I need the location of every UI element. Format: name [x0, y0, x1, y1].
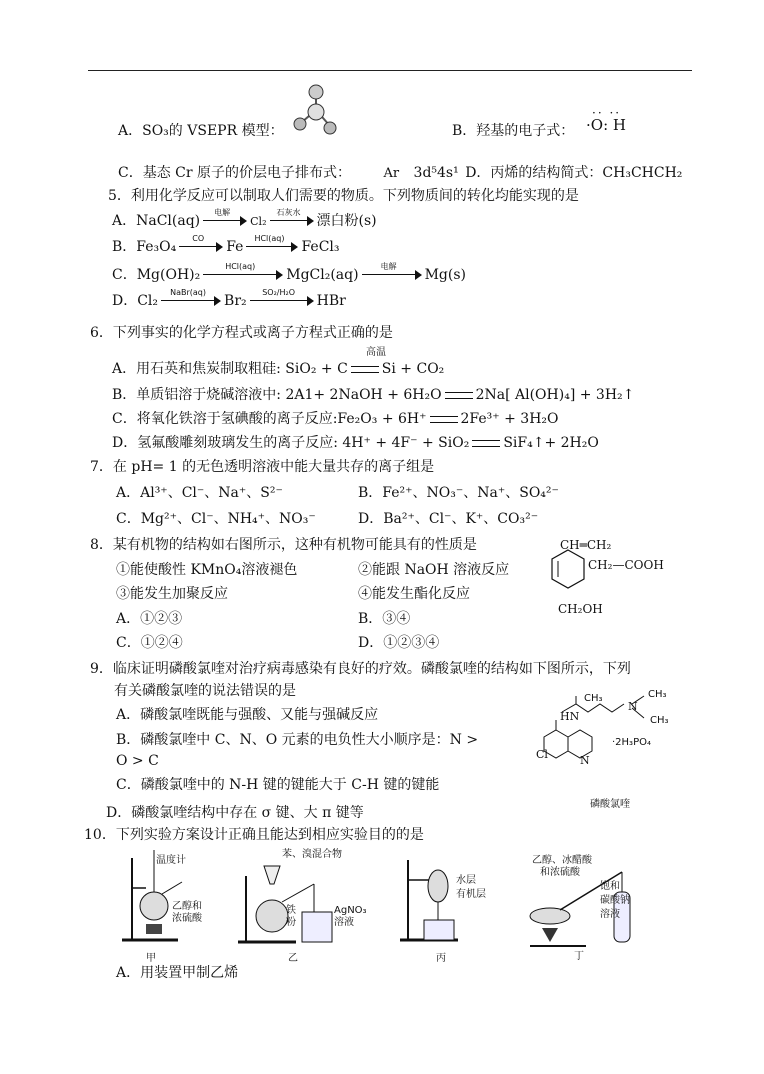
- q8-option-c: C．①②④: [116, 635, 183, 651]
- q9-stem-line1: 9．临床证明磷酸氯喹对治疗病毒感染有良好的疗效。磷酸氯喹的结构如下图所示，下列: [90, 661, 631, 677]
- yi-agno3-label: AgNO₃: [334, 905, 367, 916]
- jia-label: 甲: [146, 953, 156, 964]
- q6-condition: 高温: [366, 347, 386, 358]
- q6-stem: 6．下列事实的化学方程式或离子方程式正确的是: [90, 325, 393, 341]
- q9-fig-ch3-a: CH₃: [584, 693, 603, 704]
- q8-prop-3: ③能发生加聚反应: [116, 586, 228, 602]
- q4-option-d: D．丙烯的结构简式：CH₃CHCH₂: [465, 165, 683, 181]
- bing-organic-layer-label: 有机层: [456, 889, 486, 900]
- q10-stem: 10．下列实验方案设计正确且能达到相应实验目的的是: [84, 827, 424, 843]
- bing-water-layer-label: 水层: [456, 875, 476, 886]
- q8-fig-vinyl: CH═CH₂: [560, 538, 612, 552]
- q5-option-b: B．Fe₃O₄ CO Fe HCl(aq) FeCl₃: [112, 234, 340, 255]
- jia-thermometer-label: 温度计: [156, 855, 186, 866]
- jia-reagent-label: 乙醇和: [172, 901, 202, 912]
- q6-option-a: A．用石英和焦炭制取粗硅: SiO₂ + C Si + CO₂: [112, 361, 445, 377]
- q9-fig-ch3-c: CH₃: [650, 715, 669, 726]
- q9-option-c: C．磷酸氯喹中的 N-H 键的键能大于 C-H 键的键能: [116, 777, 440, 793]
- q7-stem: 7．在 pH= 1 的无色透明溶液中能大量共存的离子组是: [90, 459, 435, 475]
- ding-solution-label-3: 溶液: [600, 909, 620, 920]
- q7-option-b: B．Fe²⁺、NO₃⁻、Na⁺、SO₄²⁻: [358, 485, 559, 501]
- yi-iron-label: 铁: [286, 905, 296, 916]
- q5-stem: 5．利用化学反应可以制取人们需要的物质。下列物质间的转化均能实现的是: [108, 188, 579, 204]
- q9-fig-n-quinoline: N: [580, 754, 590, 767]
- q6-option-c: C．将氧化铁溶于氢碘酸的离子反应:Fe₂O₃ + 6H⁺ 2Fe³⁺ + 3H₂O: [112, 411, 559, 427]
- q4-b-dots: ·· ··: [592, 106, 622, 120]
- q6-option-d: D．氢氟酸雕刻玻璃发生的离子反应: 4H⁺ + 4F⁻ + SiO₂ SiF₄↑+ 2H₂O: [112, 435, 599, 451]
- q9-fig-cl: Cl: [536, 748, 548, 761]
- q8-option-d: D．①②③④: [358, 635, 440, 651]
- q9-option-b-line2: O > C: [116, 753, 159, 769]
- so3-vsepr-model-icon: [290, 82, 342, 138]
- bing-label: 丙: [436, 953, 446, 964]
- yi-label: 乙: [288, 953, 298, 964]
- q10-option-a: A．用装置甲制乙烯: [116, 965, 239, 981]
- header-rule: [88, 70, 692, 71]
- q4-option-c: C．基态 Cr 原子的价层电子排布式： Ar 3d⁵4s¹ D．丙烯的结构简式：CH₃CHCH₂: [118, 165, 683, 181]
- q8-prop-4: ④能发生酯化反应: [358, 586, 470, 602]
- q9-fig-n: N: [628, 700, 638, 713]
- q7-option-d: D．Ba²⁺、Cl⁻、K⁺、CO₃²⁻: [358, 511, 539, 527]
- q5-option-a: A．NaCl(aq) 电解 Cl₂ 石灰水 漂白粉(s): [112, 208, 377, 229]
- q9-fig-hn: HN: [560, 710, 580, 723]
- q4-b-electron-formula: ·O: H: [586, 116, 626, 134]
- q9-fig-ch3-b: CH₃: [648, 689, 667, 700]
- q4-c-config: 3d⁵4s¹: [413, 165, 459, 181]
- yi-reagent-label: 苯、溴混合物: [282, 849, 342, 860]
- q8-option-a: A．①②③: [116, 611, 183, 627]
- q9-stem-line2: 有关磷酸氯喹的说法错误的是: [114, 683, 296, 699]
- q8-fig-cooh: CH₂—COOH: [588, 558, 664, 572]
- q9-option-a: A．磷酸氯喹既能与强酸、又能与强碱反应: [116, 707, 379, 723]
- yi-agno3-label-2: 溶液: [334, 917, 354, 928]
- q6-option-b: B．单质铝溶于烧碱溶液中: 2A1+ 2NaOH + 6H₂O 2Na[ Al(OH)₄] + 3H₂↑: [112, 387, 635, 403]
- q9-caption: 磷酸氯喹: [590, 799, 630, 810]
- q4-option-a: A．SO₃的 VSEPR 模型：: [118, 123, 284, 139]
- ding-reagent-label: 乙醇、冰醋酸: [532, 855, 592, 866]
- ding-label: 丁: [574, 951, 584, 962]
- q7-option-a: A．Al³⁺、Cl⁻、Na⁺、S²⁻: [116, 485, 283, 501]
- q8-prop-2: ②能跟 NaOH 溶液反应: [358, 562, 510, 578]
- yi-iron-label-2: 粉: [286, 917, 296, 928]
- q5-option-d: D．Cl₂ NaBr(aq) Br₂ SO₂/H₂O HBr: [112, 288, 346, 309]
- q5-option-c: C．Mg(OH)₂ HCl(aq) MgCl₂(aq) 电解 Mg(s): [112, 262, 466, 283]
- q9-option-d: D．磷酸氯喹结构中存在 σ 键、大 π 键等: [106, 805, 364, 821]
- q8-option-b: B．③④: [358, 611, 411, 627]
- ding-solution-label-1: 饱和: [600, 881, 620, 892]
- ding-solution-label-2: 碳酸钠: [600, 895, 630, 906]
- q9-fig-salt: ·2H₃PO₄: [612, 737, 651, 748]
- jia-reagent-label-2: 浓硫酸: [172, 913, 202, 924]
- q7-option-c: C．Mg²⁺、Cl⁻、NH₄⁺、NO₃⁻: [116, 511, 316, 527]
- q8-fig-ch2oh: CH₂OH: [558, 602, 603, 616]
- q4-option-b: B．羟基的电子式：: [452, 123, 575, 139]
- q9-option-b-line1: B．磷酸氯喹中 C、N、O 元素的电负性大小顺序是：N >: [116, 732, 479, 748]
- q8-prop-1: ①能使酸性 KMnO₄溶液褪色: [116, 562, 298, 578]
- q8-stem: 8．某有机物的结构如右图所示，这种有机物可能具有的性质是: [90, 537, 477, 553]
- ding-reagent-label-2: 和浓硫酸: [540, 867, 580, 878]
- q4-c-ar: Ar: [383, 166, 400, 181]
- chloroquine-phosphate-structure-icon: [540, 690, 690, 770]
